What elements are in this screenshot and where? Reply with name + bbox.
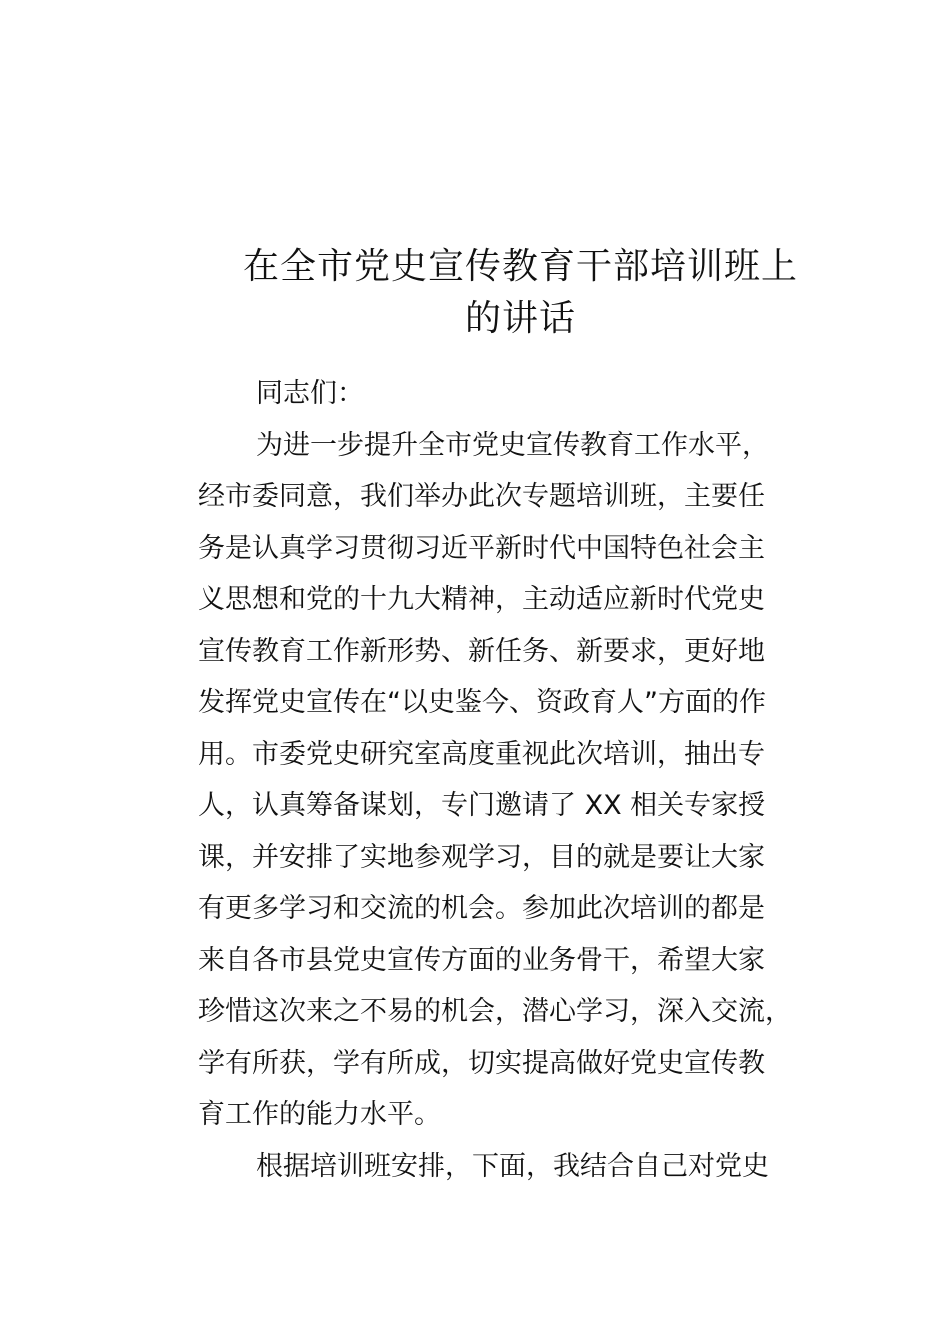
paragraph-1-line-2: 经市委同意，我们举办此次专题培训班，主要任 — [198, 481, 765, 512]
paragraph-2-line-1: 根据培训班安排，下面，我结合自己对党史 — [256, 1150, 769, 1182]
paragraph-1 — [198, 420, 838, 1141]
paragraph-1-line-1: 为进一步提升全市党史宣传教育工作水平， — [256, 429, 769, 461]
paragraph-1-line-10: 有更多学习和交流的机会。参加此次培训的都是 — [198, 893, 765, 924]
paragraph-1-line-9: 课，并安排了实地参观学习，目的就是要让大家 — [198, 841, 765, 873]
title-line-1: 在全市党史宣传教育干部培训班上 — [242, 246, 798, 287]
paragraph-1-line-3: 务是认真学习贯彻习近平新时代中国特色社会主 — [198, 532, 765, 564]
paragraph-1-line-8: 人，认真筹备谋划，专门邀请了 XX 相关专家授 — [198, 790, 766, 821]
paragraph-1-line-4: 义思想和党的十九大精神，主动适应新时代党史 — [198, 584, 765, 615]
salutation: 同志们： — [256, 378, 364, 409]
paragraph-2 — [198, 1141, 838, 1193]
paragraph-1-line-7: 用。市委党史研究室高度重视此次培训，抽出专 — [198, 738, 765, 770]
paragraph-1-line-14: 育工作的能力水平。 — [198, 1099, 441, 1130]
paragraph-1-line-6: 发挥党史宣传在“以史鉴今、资政育人”方面的作 — [198, 687, 766, 718]
document-title — [198, 240, 843, 343]
title-line-2: 的讲话 — [464, 297, 576, 339]
document-body — [198, 368, 838, 1192]
paragraph-1-line-11: 来自各市县党史宣传方面的业务骨干，希望大家 — [198, 944, 765, 976]
paragraph-1-line-5: 宣传教育工作新形势、新任务、新要求，更好地 — [198, 635, 765, 667]
paragraph-1-line-12: 珍惜这次来之不易的机会，潜心学习，深入交流， — [198, 996, 792, 1027]
paragraph-1-line-13: 学有所获，学有所成，切实提高做好党史宣传教 — [198, 1047, 765, 1079]
